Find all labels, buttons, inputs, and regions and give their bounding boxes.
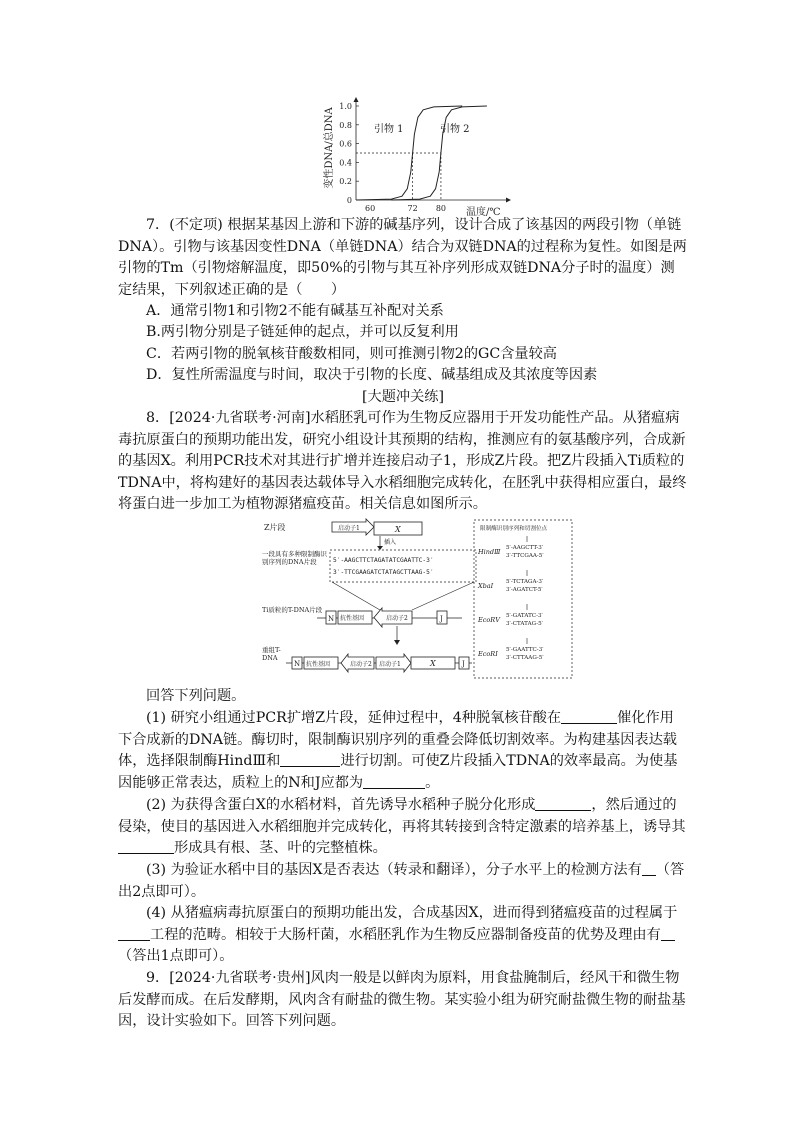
n-label: N xyxy=(328,615,335,623)
recomb-label: 重组T-DNA xyxy=(262,646,281,662)
series-label-1: 引物 1 xyxy=(374,124,404,135)
q7-stem: 7．(不定项) 根据某基因上游和下游的碱基序列，设计合成了该基因的两段引物（单链DNA）。引物与该基因变性DNA（单链DNA）结合为双链DNA的过程称为复性。如图是两引物的Tm（引物熔解温度，即50%的引物与其互补序列形成双链DNA分子时的温度）测定结果，下列叙述正确的是（ ） xyxy=(118,217,687,298)
x-tick-label-2: 80 xyxy=(435,204,447,213)
enzyme-top-2: 5′-GATATC-3′ xyxy=(506,613,543,619)
enzyme-top-3: 5′-GAATTC-3′ xyxy=(506,647,544,653)
q7-option-d: D．复性所需温度与时间，取决于引物的长度、碱基组成及其浓度等因素 xyxy=(146,367,598,383)
gene-construct-diagram xyxy=(262,518,587,680)
chart-axes xyxy=(354,97,512,203)
multi-site-box xyxy=(330,550,476,582)
promoter2-label: 启动子2 xyxy=(386,615,408,622)
enzyme-bottom-1: 3′-AGATCT-5′ xyxy=(506,587,543,593)
q7-option-a: A．通常引物1和引物2不能有碱基互补配对关系 xyxy=(146,303,444,319)
enzyme-panel-title: 限制酶识别序列和切割位点 xyxy=(480,526,548,532)
section-title: [大题冲关练] xyxy=(361,389,444,405)
enzyme-name-2: EcoRⅤ xyxy=(478,616,500,624)
y-tick-label-0: 0 xyxy=(346,196,352,205)
blank-2[interactable] xyxy=(280,752,340,767)
q8-sub1: (1) 研究小组通过PCR扩增Z片段，延伸过程中，4种脱氧核苷酸在 催化作用下合成新的DNA链。酶切时，限制酶识别序列的重叠会降低切割效率。为构建基因表达载体，选择限制酶HindⅢ和 进行切割。可使Z片段插入TDNA的效率最高。为使基因能够正常表达，质粒上的N和J应都为 。 xyxy=(118,710,678,791)
enzyme-top-0: 5′-AAGCTT-3′ xyxy=(506,545,544,551)
recomb-gene-x-label: X xyxy=(430,659,436,668)
blank-4[interactable] xyxy=(535,796,591,811)
multi-site-label: 一段具有多种限制酶识别序列的DNA片段 xyxy=(262,550,327,566)
x-tick-label-0: 60 xyxy=(365,204,376,213)
x-tick-label-1: 72 xyxy=(407,204,418,213)
y-tick-label-3: 0.6 xyxy=(339,139,352,149)
recomb-promoter2-label: 启动子2 xyxy=(350,661,372,668)
q7-option-c: C．若两引物的脱氧核苷酸数相同，则可推测引物2的GC含量较高 xyxy=(146,346,557,362)
series-label-2: 引物 2 xyxy=(440,124,470,135)
enzyme-bottom-2: 3′-CTATAG-5′ xyxy=(506,621,543,627)
blank-1[interactable] xyxy=(561,709,617,724)
insert-label: 插入 xyxy=(384,539,397,546)
y-tick-label-1: 0.2 xyxy=(339,177,352,187)
y-axis-label: 变性DNA/总DNA xyxy=(324,107,335,189)
seq-bottom: 3′-TTCGAAGATCTATAGCTTAAG-5′ xyxy=(333,569,434,576)
answer-prompt: 回答下列问题。 xyxy=(146,688,246,704)
enzyme-list xyxy=(477,536,544,661)
q8-sub2: (2) 为获得含蛋白X的水稻材料，首先诱导水稻种子脱分化形成 ，然后通过的侵染，使目的基因进入水稻细胞并完成转化，再将其转接到含特定激素的培养基上，诱导其形成具有根、茎、叶的完整植株。 xyxy=(118,797,686,856)
enzyme-bottom-3: 3′-CTTAAG-5′ xyxy=(506,655,544,661)
blank-5[interactable] xyxy=(118,839,174,854)
blank-7[interactable] xyxy=(118,926,150,941)
y-tick-label-2: 0.4 xyxy=(339,158,352,168)
x-axis-arrow xyxy=(506,198,511,203)
enzyme-name-1: XbaⅠ xyxy=(478,582,494,590)
recomb-n-label: N xyxy=(294,660,301,668)
chart-reference-lines xyxy=(356,153,441,200)
ti-label: Ti质粒的T-DNA片段 xyxy=(262,606,323,614)
recomb-j-label: J xyxy=(462,660,465,668)
enzyme-bottom-0: 3′-TTCGAA-5′ xyxy=(506,553,544,559)
y-axis-arrow xyxy=(354,97,359,102)
recomb-promoter1-label: 启动子1 xyxy=(379,661,401,668)
j-label: J xyxy=(440,615,443,623)
blank-3[interactable] xyxy=(363,774,425,789)
q8-sub4: (4) 从猪瘟病毒抗原蛋白的预期功能出发，合成基因X，进而得到猪瘟疫苗的过程属于工程的范畴。相较于大肠杆菌，水稻胚乳作为生物反应器制备疫苗的优势及理由有（答出1点即可）。 xyxy=(118,905,678,964)
y-tick-label-5: 1.0 xyxy=(339,102,352,111)
gene-x-label: X xyxy=(395,525,401,534)
hyg-label: 抗性基因 xyxy=(340,615,365,622)
blank-6[interactable] xyxy=(642,861,656,876)
y-tick-label-4: 0.8 xyxy=(339,120,352,130)
recomb-hyg-label: 抗性基因 xyxy=(306,661,331,668)
enzyme-top-1: 5′-TCTAGA-3′ xyxy=(506,579,544,585)
enzyme-name-3: EcoRⅠ xyxy=(478,650,498,658)
q9-stem: 9．[2024·九省联考·贵州]风肉一般是以鲜肉为原料，用食盐腌制后，经风干和微生物后发酵而成。在后发酵期，风肉含有耐盐的微生物。某实验小组为研究耐盐微生物的耐盐基因，设计实验如下。回答下列问题。 xyxy=(118,970,686,1029)
q8-stem: 8．[2024·九省联考·河南]水稻胚乳可作为生物反应器用于开发功能性产品。从猪瘟病毒抗原蛋白的预期功能出发，研究小组设计其预期的结构，推测应有的氨基酸序列，合成新的基因X。利用PCR技术对其进行扩增并连接启动子1，形成Z片段。把Z片段插入Ti质粒的TDNA中，将构建好的基因表达载体导入水稻细胞完成转化，在胚乳中获得相应蛋白，最终将蛋白进一步加工为植物源猪瘟疫苗。相关信息如图所示。 xyxy=(118,410,687,512)
promoter1-label: 启动子1 xyxy=(338,525,360,532)
z-fragment-label: Z片段 xyxy=(264,523,286,532)
seq-top: 5′-AAGCTTCTAGATATCGAATTC-3′ xyxy=(333,557,434,564)
enzyme-name-0: HindⅢ xyxy=(478,548,501,556)
tm-chart xyxy=(318,96,548,218)
q8-sub3: (3) 为验证水稻中目的基因X是否表达（转录和翻译），分子水平上的检测方法有 （答出2点即可）。 xyxy=(118,862,685,900)
q7-option-b: B.两引物分别是子链延伸的起点，并可以反复利用 xyxy=(146,324,459,340)
x-axis-label: 温度/℃ xyxy=(466,207,501,218)
blank-8[interactable] xyxy=(661,926,675,941)
